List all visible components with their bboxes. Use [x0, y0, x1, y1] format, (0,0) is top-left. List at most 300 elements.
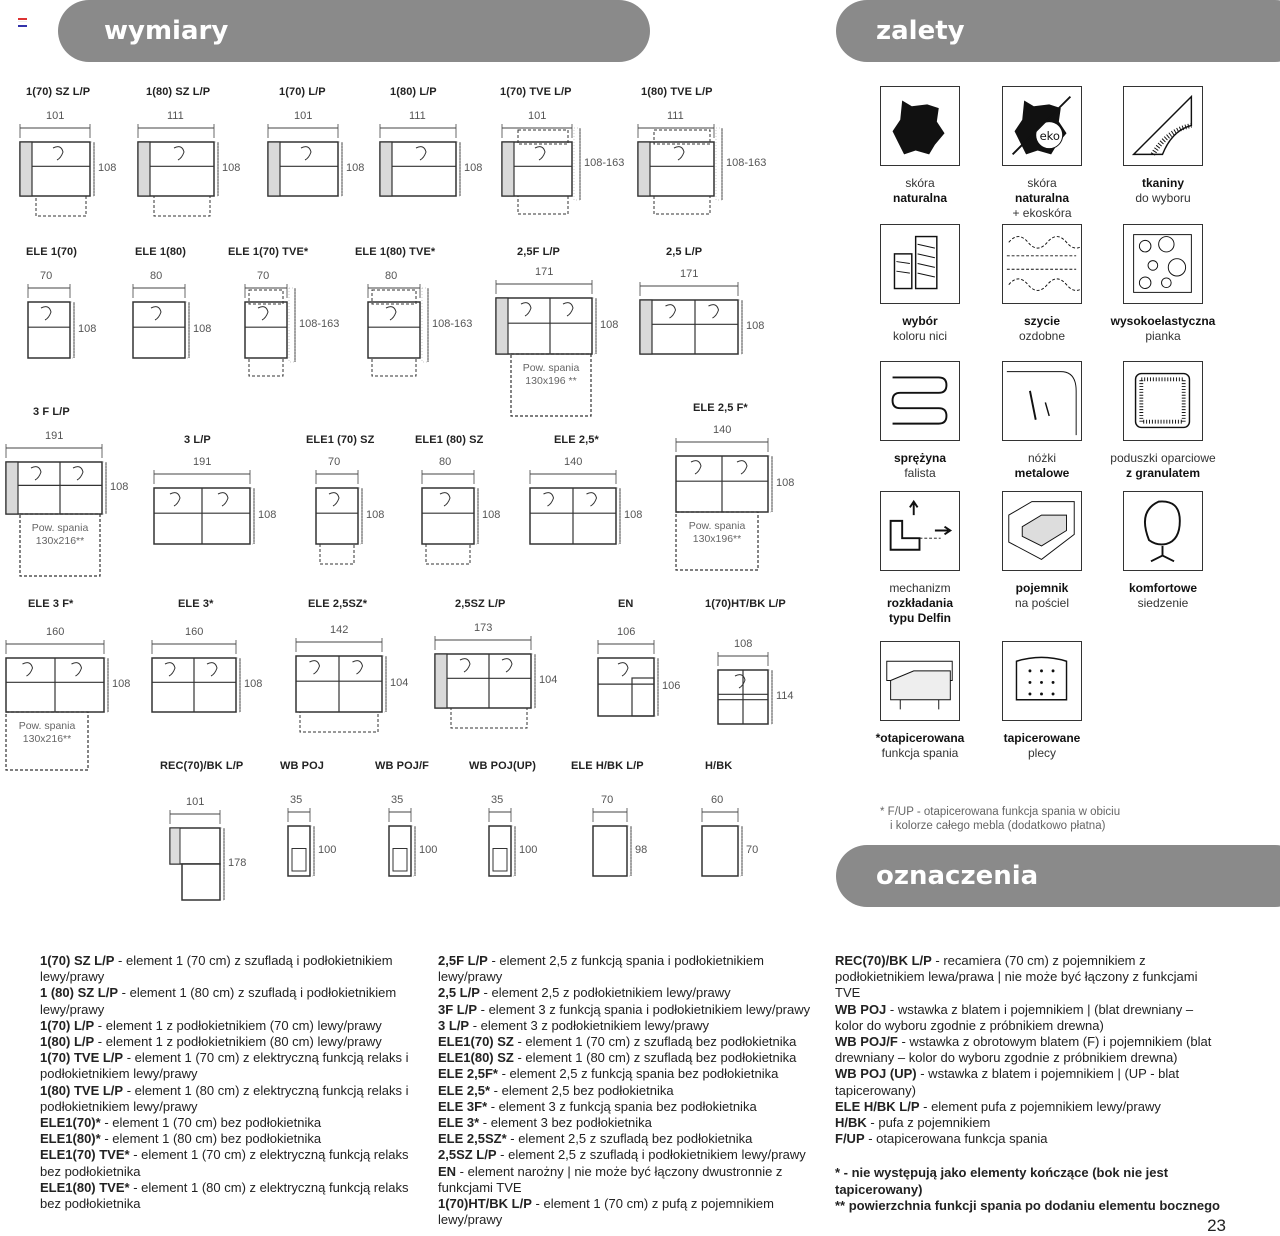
feature-caption	[977, 451, 1107, 481]
module-label: ELE1 (80) SZ	[415, 434, 484, 446]
legend-code: ELE1(80) TVE*	[40, 1179, 130, 1195]
delfin-mechanism-icon	[880, 491, 960, 571]
legend-entry	[40, 985, 420, 1017]
width-value: 35	[491, 794, 504, 806]
hatch-strip	[422, 288, 428, 362]
legend-code: 1(80) L/P	[40, 1034, 95, 1050]
decorative-stitching-icon	[1002, 224, 1082, 304]
feature-caption-line2: na pościel	[1014, 596, 1070, 610]
feature-caption	[977, 176, 1107, 221]
thread-spools-icon	[880, 224, 960, 304]
legend-description: - element 2,5 z szufladą bez podłokietnika	[506, 1131, 753, 1147]
feature-caption-line1: wysokoelastyczna	[1110, 314, 1216, 328]
armrest	[640, 300, 652, 354]
module-label: 1(80) SZ L/P	[146, 86, 211, 98]
footnote-line-2: i kolorze całego mebla (dodatkowo płatna)	[890, 820, 1106, 832]
legend-entry	[835, 1131, 1220, 1147]
legend-entry	[438, 953, 823, 985]
armrest	[638, 142, 650, 196]
tve-dashed	[372, 358, 416, 376]
width-value: 101	[46, 110, 65, 122]
module-outline	[389, 826, 411, 876]
dimension-drawings	[0, 0, 820, 920]
module-label: 2,5SZ L/P	[455, 598, 506, 610]
height-value: 108-163	[299, 318, 340, 330]
bedding-container-icon	[1002, 491, 1082, 571]
width-value: 80	[439, 456, 452, 468]
legend-description: - element 1 z podłokietnikiem (80 cm) lewy/prawy	[94, 1034, 382, 1050]
height-value: 178	[228, 857, 247, 869]
legend-code: ELE 3F*	[438, 1098, 488, 1114]
legend-code: 2,5SZ L/P	[438, 1147, 497, 1163]
legend-entry	[438, 1115, 823, 1131]
module-outline	[640, 300, 738, 354]
wavy-spring-icon	[880, 361, 960, 441]
legend-entry	[40, 1034, 420, 1050]
drawer-dashed	[320, 544, 354, 564]
legend-entry	[835, 1034, 1220, 1066]
module-label: ELE 2,5 F*	[693, 402, 748, 414]
legend-code: ELE1(70) TVE*	[40, 1147, 130, 1163]
height-value: 108	[464, 162, 483, 174]
tve-dashed	[518, 196, 568, 214]
legend-description: - element 2,5 bez podłokietnika	[490, 1082, 674, 1098]
hatch-strip	[289, 288, 295, 362]
width-value: 111	[409, 110, 426, 122]
legend-description: - element 1 (70 cm) bez podłokietnika	[100, 1115, 322, 1131]
legend-description: - element 1 (80 cm) z elektryczną funkcją relaks bez podłokietnika	[40, 1179, 409, 1212]
feature-caption-line2: siedzenie	[1137, 596, 1189, 610]
legend-code: ELE1(70) SZ	[438, 1034, 514, 1050]
legend-description: - element 1 (80 cm) z elektryczną funkcją relaks i podłokietnikiem lewy/prawy	[40, 1082, 409, 1114]
height-value: 108	[98, 162, 117, 174]
legend-code: ELE 3*	[438, 1115, 480, 1131]
legend-description: - element 3 z podłokietnikiem lewy/prawy	[469, 1017, 709, 1033]
legend-code: WB POJ (UP)	[835, 1066, 917, 1082]
legend-description: - element 2,5 z podłokietnikiem lewy/prawy	[479, 985, 731, 1001]
module-label: 1(70) L/P	[279, 86, 326, 98]
legend-description: - wstawka z blatem i pojemnikiem | (blat drewniany – kolor do wyboru zgodnie z próbnikiem drewna)	[835, 1001, 1194, 1033]
legend-entry	[438, 1083, 823, 1099]
module-outline	[6, 462, 102, 514]
module-label: ELE 2,5*	[554, 434, 599, 446]
width-value: 80	[150, 270, 163, 282]
module-outline	[28, 302, 70, 358]
feature-caption-line2: pianka	[1145, 329, 1181, 343]
module-label: ELE H/BK L/P	[571, 760, 644, 772]
drawer-dashed	[300, 712, 378, 732]
width-value: 171	[680, 268, 699, 280]
module-label: 1(70) TVE L/P	[500, 86, 572, 98]
legend-description: - element 1 (70 cm) z szufladą i podłokietnikiem lewy/prawy	[40, 953, 393, 985]
oznaczenia-title: oznaczenia	[876, 861, 1039, 891]
width-value: 142	[330, 624, 349, 636]
feature-caption-line2: ozdobne	[1018, 329, 1066, 343]
legend-description: - element 2,5 z szufladą i podłokietnikiem lewy/prawy	[496, 1147, 806, 1163]
armrest	[6, 462, 18, 514]
armrest	[435, 654, 447, 708]
oznaczenia-header	[836, 845, 1280, 907]
egg-chair-icon	[1123, 491, 1203, 571]
legend-note-1: * - nie występują jako elementy kończące (bok nie jest tapicerowany)	[835, 1165, 1169, 1197]
module-outline	[133, 302, 185, 358]
legend-entry	[40, 953, 420, 985]
legend-code: 1(70) SZ L/P	[40, 953, 115, 968]
module-label: 1(80) TVE L/P	[641, 86, 713, 98]
legend-entry	[835, 1002, 1220, 1034]
module-label: 3 L/P	[184, 434, 211, 446]
module-label: 3 F L/P	[33, 406, 70, 418]
legend-entry	[438, 1066, 823, 1082]
legend-entry	[438, 1164, 823, 1196]
feature-caption-line1: szycie	[1023, 314, 1061, 328]
feature-caption-line1: tapicerowane	[1003, 731, 1081, 745]
module-outline	[435, 654, 531, 708]
width-value: 70	[601, 794, 614, 806]
height-value: 108	[346, 162, 365, 174]
feature-caption	[977, 581, 1107, 611]
legend-entry	[438, 1131, 823, 1147]
legend-entry	[438, 985, 823, 1001]
legend-entry	[438, 1050, 823, 1066]
legend-code: 1 (80) SZ L/P	[40, 985, 119, 1001]
legend-code: 2,5 L/P	[438, 985, 480, 1001]
module-label: WB POJ(UP)	[469, 760, 536, 772]
legend-entry	[40, 1083, 420, 1115]
width-value: 35	[290, 794, 303, 806]
legend-code: ELE1(80) SZ	[438, 1050, 514, 1066]
module-label: WB POJ/F	[375, 760, 429, 772]
width-value: 140	[713, 424, 732, 436]
legend-entry	[40, 1180, 420, 1212]
width-value: 140	[564, 456, 583, 468]
width-value: 108	[734, 638, 753, 650]
width-value: 111	[167, 110, 184, 122]
module-outline	[422, 488, 474, 544]
feature-caption-line2: plecy	[1027, 746, 1056, 760]
fabric-swatches-icon	[1123, 86, 1203, 166]
width-value: 35	[391, 794, 404, 806]
width-value: 106	[617, 626, 636, 638]
feature-caption-line1: komfortowe	[1128, 581, 1197, 595]
legend-entry	[40, 1050, 420, 1082]
sleep-area-label: Pow. spania 130x196**	[688, 520, 746, 545]
legend-code: 1(80) TVE L/P	[40, 1082, 124, 1098]
module-label: ELE 2,5SZ*	[308, 598, 368, 610]
legend-description: - element 3 z funkcją spania i podłokietnikiem lewy/prawy	[477, 1001, 811, 1017]
metal-legs-icon	[1002, 361, 1082, 441]
feature-caption-line1: mechanizm	[889, 581, 951, 595]
width-value: 171	[535, 266, 554, 278]
feature-caption-line2: naturalna	[1014, 191, 1069, 205]
legend-entry	[40, 1115, 420, 1131]
legend-entry	[835, 1099, 1220, 1115]
legend-code: ELE 2,5F*	[438, 1066, 498, 1082]
feature-caption-line1: nóżki	[1027, 451, 1056, 465]
legend-description: - pufa z pojemnikiem	[866, 1115, 991, 1131]
module-outline	[316, 488, 358, 544]
legend-entry	[835, 1066, 1220, 1098]
feature-caption	[855, 731, 985, 761]
module-label: 1(70)HT/BK L/P	[705, 598, 786, 610]
legend-code: ELE H/BK L/P	[835, 1098, 920, 1114]
eko-leather-icon	[1002, 86, 1082, 166]
legend-description: - element 1 (80 cm) z szufladą i podłokietnikiem lewy/prawy	[40, 985, 397, 1017]
module-label: 1(80) L/P	[390, 86, 437, 98]
feature-caption	[1098, 314, 1228, 344]
legend-code: ELE 2,5*	[438, 1082, 491, 1098]
height-value: 108-163	[726, 157, 767, 169]
legend-description: - element 3 bez podłokietnika	[479, 1115, 652, 1131]
svg-text:eko: eko	[1039, 128, 1060, 143]
module-outline	[702, 826, 738, 876]
height-value: 70	[746, 844, 759, 856]
legend-description: - element 1 (70 cm) z elektryczną funkcją relaks bez podłokietnika	[40, 1147, 409, 1179]
legend-entry	[438, 1034, 823, 1050]
legend-description: - element narożny | nie może być łączony dwustronnie z funkcjami TVE	[438, 1163, 783, 1195]
feature-caption-line1: skóra	[905, 176, 935, 190]
wymiary-title: wymiary	[104, 16, 229, 46]
legend-description: - otapicerowana funkcja spania	[864, 1131, 1048, 1147]
module-outline	[288, 826, 310, 876]
feature-caption-line2: do wyboru	[1135, 191, 1191, 205]
feature-caption-line1: sprężyna	[893, 451, 947, 465]
module-outline	[496, 298, 592, 354]
legend-code: 1(70) L/P	[40, 1017, 95, 1033]
height-value: 108	[600, 319, 619, 331]
module-label: ELE1 (70) SZ	[306, 434, 375, 446]
height-value: 108	[78, 323, 97, 335]
width-value: 191	[45, 430, 64, 442]
hatch-strip	[574, 128, 580, 200]
leather-hide-icon	[880, 86, 960, 166]
sleep-area-label: Pow. spania 130x216**	[31, 522, 89, 547]
legend-code: REC(70)/BK L/P	[835, 953, 932, 968]
legend-column-3-items	[835, 953, 1220, 1147]
module-outline	[245, 302, 287, 358]
legend-entry	[438, 1002, 823, 1018]
legend-description: - element 1 (70 cm) z pufą z pojemnikiem lewy/prawy	[438, 1196, 774, 1228]
legend-code: 3F L/P	[438, 1001, 478, 1017]
height-value: 98	[635, 844, 648, 856]
legend-column-3	[835, 953, 1220, 1214]
feature-caption-line2: naturalna	[892, 191, 947, 205]
tve-dashed	[654, 196, 710, 214]
legend-entry	[438, 1196, 823, 1228]
width-value: 80	[385, 270, 398, 282]
width-value: 101	[528, 110, 547, 122]
legend-description: - element 1 (70 cm) z elektryczną funkcją relaks i podłokietnikiem lewy/prawy	[40, 1050, 409, 1082]
feature-caption-line2: falista	[904, 466, 936, 480]
legend-description: - wstawka z blatem i pojemnikiem | (UP - blat tapicerowany)	[835, 1066, 1180, 1098]
drawer-dashed	[451, 708, 527, 728]
legend-description: - element 1 (70 cm) z szufladą bez podłokietnika	[513, 1034, 797, 1050]
module-label: 2,5 L/P	[666, 246, 703, 258]
height-value: 114	[776, 690, 794, 702]
width-value: 70	[328, 456, 341, 468]
width-value: 173	[474, 622, 493, 634]
legend-note-2: ** powierzchnia funkcji spania po dodaniu elementu bocznego	[835, 1197, 1220, 1213]
legend-description: - element 1 (80 cm) bez podłokietnika	[100, 1131, 322, 1147]
module-label: REC(70)/BK L/P	[160, 760, 244, 772]
module-label: ELE 1(80) TVE*	[355, 246, 436, 258]
legend-code: ELE1(80)*	[40, 1131, 101, 1147]
height-value: 108	[110, 481, 129, 493]
footnote	[880, 805, 1120, 833]
module-label: ELE 1(80)	[135, 246, 187, 258]
width-value: 70	[257, 270, 270, 282]
height-value: 108	[244, 678, 263, 690]
module-outline	[598, 658, 654, 716]
module-label: ELE 3*	[178, 598, 214, 610]
width-value: 70	[40, 270, 53, 282]
feature-caption	[977, 731, 1107, 761]
zalety-title: zalety	[876, 16, 965, 46]
feature-caption	[855, 581, 985, 626]
sofa-bed-icon	[880, 641, 960, 721]
height-value: 108	[222, 162, 241, 174]
armrest	[20, 142, 32, 196]
feature-caption-line1: pojemnik	[1015, 581, 1069, 595]
legend-description: - recamiera (70 cm) z pojemnikiem z podłokietnikiem lewa/prawa | nie może być łączony z funkcjami TVE	[835, 953, 1198, 1001]
legend-code: F/UP	[835, 1131, 865, 1147]
legend-code: 1(70) TVE L/P	[40, 1050, 124, 1066]
height-value: 108-163	[584, 157, 625, 169]
legend-entry	[40, 1018, 420, 1034]
width-value: 160	[46, 626, 65, 638]
legend-description: - element 3 z funkcją spania bez podłokietnika	[487, 1098, 757, 1114]
sleep-area-dashed	[6, 712, 88, 770]
width-value: 101	[186, 796, 205, 808]
feature-caption-line2: z granulatem	[1125, 466, 1200, 480]
feature-caption-line1: *otapicerowana	[875, 731, 965, 745]
module-outline	[489, 826, 511, 876]
armrest	[502, 142, 514, 196]
module-label: ELE 3 F*	[28, 598, 74, 610]
granulate-cushion-icon	[1123, 361, 1203, 441]
feature-caption	[1098, 176, 1228, 206]
legend-code: 1(70)HT/BK L/P	[438, 1196, 532, 1212]
sleep-area-dashed	[20, 514, 100, 576]
module-outline	[182, 864, 220, 900]
legend-entry	[835, 1115, 1220, 1131]
width-value: 60	[711, 794, 724, 806]
legend-description: - element 1 (80 cm) z szufladą bez podłokietnika	[513, 1050, 797, 1066]
module-label: H/BK	[705, 760, 733, 772]
height-value: 108	[624, 509, 643, 521]
height-value: 100	[419, 844, 438, 856]
legend-entry	[438, 1099, 823, 1115]
legend-entry	[40, 1131, 420, 1147]
module-label: 2,5F L/P	[517, 246, 560, 258]
height-value: 108	[112, 678, 131, 690]
feature-caption-line1: tkaniny	[1141, 176, 1184, 190]
sleep-area-label: Pow. spania 130x216**	[18, 720, 76, 745]
armrest	[380, 142, 392, 196]
feature-caption-line3: typu Delfin	[889, 611, 951, 625]
drawer-dashed	[426, 544, 470, 564]
height-value: 108	[193, 323, 212, 335]
module-outline	[593, 826, 627, 876]
height-value: 100	[318, 844, 337, 856]
foam-icon	[1123, 224, 1203, 304]
legend-code: WB POJ/F	[835, 1034, 898, 1050]
legend-code: EN	[438, 1163, 457, 1179]
width-value: 191	[193, 456, 212, 468]
feature-caption-line1: skóra	[1027, 176, 1057, 190]
tve-dashed	[249, 358, 283, 376]
legend-description: - element pufa z pojemnikiem lewy/prawy	[919, 1098, 1161, 1114]
legend-entry	[40, 1147, 420, 1179]
module-label: WB POJ	[280, 760, 324, 772]
armrest	[496, 298, 508, 354]
module-label: ELE 1(70)	[26, 246, 78, 258]
feature-caption	[1098, 581, 1228, 611]
sleep-area-label: Pow. spania 130x196 **	[522, 362, 580, 387]
drawer-dashed	[36, 196, 86, 216]
width-value: 160	[185, 626, 204, 638]
hatch-strip	[716, 128, 722, 200]
legend-code: ELE1(70)*	[40, 1115, 101, 1131]
feature-caption-line2: koloru nici	[892, 329, 948, 343]
module-label: EN	[618, 598, 634, 610]
page-number: 23	[1207, 1216, 1226, 1235]
legend-description: - element 2,5 z funkcją spania bez podłokietnika	[497, 1066, 779, 1082]
legend-description: - element 2,5 z funkcją spania i podłokietnikiem lewy/prawy	[438, 953, 764, 985]
sleep-area-dashed	[511, 354, 591, 416]
feature-caption-line2: rozkładania	[886, 596, 954, 610]
legend-entry	[438, 1018, 823, 1034]
feature-caption	[855, 451, 985, 481]
width-value: 111	[667, 110, 684, 122]
height-value: 104	[390, 677, 409, 689]
feature-caption	[977, 314, 1107, 344]
height-value: 108	[482, 509, 501, 521]
height-value: 108	[746, 320, 765, 332]
module-label: 1(70) SZ L/P	[26, 86, 91, 98]
legend-entry	[835, 953, 1220, 1002]
legend-code: 2,5F L/P	[438, 953, 488, 968]
tufted-back-icon	[1002, 641, 1082, 721]
height-value: 108	[366, 509, 385, 521]
module-label: ELE 1(70) TVE*	[228, 246, 309, 258]
legend-entry	[438, 1147, 823, 1163]
legend-description: - wstawka z obrotowym blatem (F) i pojemnikiem (blat drewniany – kolor do wyboru zgodnie z próbnikiem drewna)	[835, 1034, 1212, 1066]
legend-code: WB POJ	[835, 1001, 887, 1017]
feature-caption	[855, 314, 985, 344]
feature-caption-line1: poduszki oparciowe	[1110, 451, 1216, 465]
legend-column-2	[438, 953, 823, 1228]
armrest	[138, 142, 150, 196]
height-value: 104	[539, 674, 558, 686]
height-value: 106	[662, 680, 681, 692]
sleep-area-dashed	[676, 512, 758, 570]
legend-code: H/BK	[835, 1115, 867, 1131]
legend-code: 3 L/P	[438, 1017, 470, 1033]
height-value: 108	[776, 477, 795, 489]
feature-caption-line3: + ekoskóra	[1012, 206, 1072, 220]
feature-caption	[855, 176, 985, 206]
height-value: 108	[258, 509, 277, 521]
feature-caption-line1: wybór	[902, 314, 938, 328]
width-value: 101	[294, 110, 313, 122]
height-value: 100	[519, 844, 538, 856]
feature-caption-line2: funkcja spania	[881, 746, 959, 760]
legend-description: - element 1 z podłokietnikiem (70 cm) lewy/prawy	[94, 1017, 382, 1033]
armrest	[268, 142, 280, 196]
legend-column-1	[40, 953, 420, 1212]
armrest	[170, 828, 180, 864]
